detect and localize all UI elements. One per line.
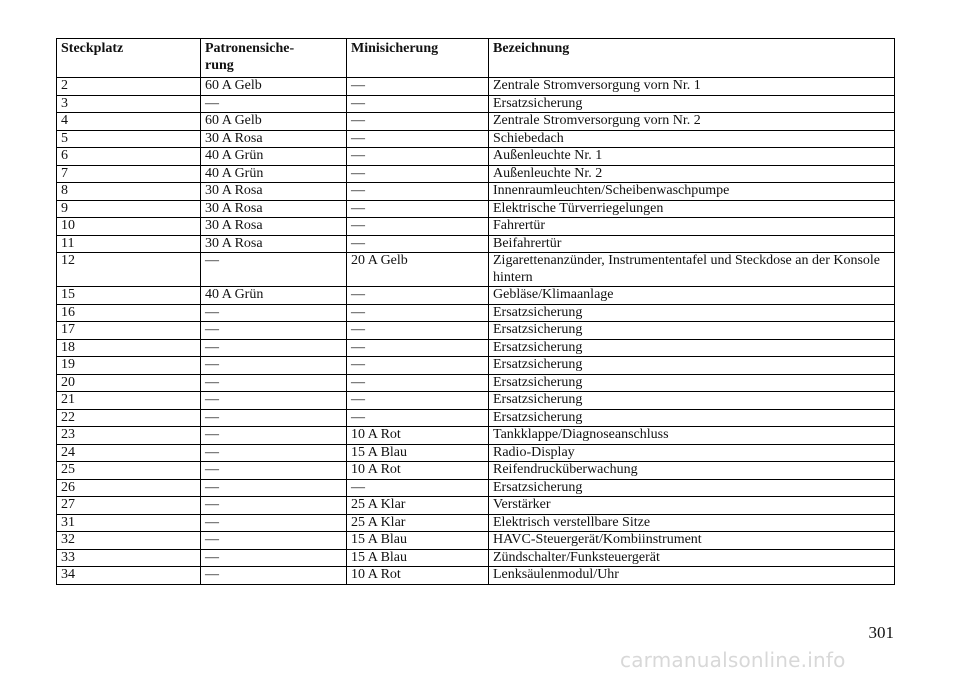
mini-fuse-cell: 15 A Blau — [347, 444, 489, 462]
description-cell: Zentrale Stromversorgung vorn Nr. 2 — [489, 113, 895, 131]
cartridge-fuse-cell: — — [201, 479, 347, 497]
slot-cell: 16 — [57, 304, 201, 322]
slot-cell: 34 — [57, 567, 201, 585]
description-cell: Fahrertür — [489, 218, 895, 236]
slot-cell: 4 — [57, 113, 201, 131]
description-cell: Reifendrucküberwachung — [489, 462, 895, 480]
cartridge-fuse-cell: 30 A Rosa — [201, 200, 347, 218]
table-row — [57, 374, 895, 392]
slot-cell: 3 — [57, 95, 201, 113]
header-minisicherung: Minisicherung — [347, 39, 489, 78]
description-cell: Lenksäulenmodul/Uhr — [489, 567, 895, 585]
mini-fuse-cell: 25 A Klar — [347, 514, 489, 532]
mini-fuse-cell: — — [347, 357, 489, 375]
table-body — [57, 78, 895, 585]
header-steckplatz: Steckplatz — [57, 39, 201, 78]
description-cell: Radio-Display — [489, 444, 895, 462]
description-cell: Verstärker — [489, 497, 895, 515]
mini-fuse-cell: — — [347, 235, 489, 253]
cartridge-fuse-cell: — — [201, 322, 347, 340]
cartridge-fuse-cell: 60 A Gelb — [201, 113, 347, 131]
table-header-row — [57, 39, 895, 78]
watermark-text: carmanualsonline.info — [620, 648, 846, 672]
description-cell: Gebläse/Klimaanlage — [489, 287, 895, 305]
slot-cell: 2 — [57, 78, 201, 96]
slot-cell: 17 — [57, 322, 201, 340]
table-row — [57, 113, 895, 131]
table-row — [57, 444, 895, 462]
mini-fuse-cell: — — [347, 218, 489, 236]
description-cell: Zentrale Stromversorgung vorn Nr. 1 — [489, 78, 895, 96]
table-row — [57, 304, 895, 322]
slot-cell: 9 — [57, 200, 201, 218]
mini-fuse-cell: 10 A Rot — [347, 462, 489, 480]
table-row — [57, 95, 895, 113]
mini-fuse-cell: — — [347, 374, 489, 392]
mini-fuse-cell: 10 A Rot — [347, 427, 489, 445]
mini-fuse-cell: 15 A Blau — [347, 532, 489, 550]
table-row — [57, 130, 895, 148]
table-row — [57, 497, 895, 515]
description-cell: Schiebedach — [489, 130, 895, 148]
slot-cell: 7 — [57, 165, 201, 183]
cartridge-fuse-cell: — — [201, 462, 347, 480]
slot-cell: 8 — [57, 183, 201, 201]
description-cell: Ersatzsicherung — [489, 322, 895, 340]
description-cell: Ersatzsicherung — [489, 95, 895, 113]
slot-cell: 27 — [57, 497, 201, 515]
table-row — [57, 165, 895, 183]
slot-cell: 6 — [57, 148, 201, 166]
description-cell: Elektrische Türverriegelungen — [489, 200, 895, 218]
table-row — [57, 183, 895, 201]
slot-cell: 5 — [57, 130, 201, 148]
mini-fuse-cell: — — [347, 95, 489, 113]
description-cell: Ersatzsicherung — [489, 304, 895, 322]
slot-cell: 18 — [57, 339, 201, 357]
header-patronensicherung: Patronensiche- rung — [201, 39, 347, 78]
cartridge-fuse-cell: 40 A Grün — [201, 148, 347, 166]
description-cell: Zigarettenanzünder, Instrumententafel und Steckdose an der Konsole hintern — [489, 253, 895, 287]
mini-fuse-cell: — — [347, 304, 489, 322]
cartridge-fuse-cell: 30 A Rosa — [201, 183, 347, 201]
cartridge-fuse-cell: — — [201, 444, 347, 462]
mini-fuse-cell: — — [347, 392, 489, 410]
mini-fuse-cell: 25 A Klar — [347, 497, 489, 515]
mini-fuse-cell: — — [347, 130, 489, 148]
description-cell: Ersatzsicherung — [489, 339, 895, 357]
mini-fuse-cell: — — [347, 148, 489, 166]
description-cell: Tankklappe/Diagnoseanschluss — [489, 427, 895, 445]
table-row — [57, 549, 895, 567]
header-bezeichnung: Bezeichnung — [489, 39, 895, 78]
slot-cell: 21 — [57, 392, 201, 410]
cartridge-fuse-cell: — — [201, 532, 347, 550]
cartridge-fuse-cell: 30 A Rosa — [201, 218, 347, 236]
mini-fuse-cell: — — [347, 339, 489, 357]
mini-fuse-cell: — — [347, 287, 489, 305]
description-cell: Elektrisch verstellbare Sitze — [489, 514, 895, 532]
slot-cell: 22 — [57, 409, 201, 427]
slot-cell: 10 — [57, 218, 201, 236]
cartridge-fuse-cell: — — [201, 304, 347, 322]
cartridge-fuse-cell: — — [201, 409, 347, 427]
table-row — [57, 235, 895, 253]
table-row — [57, 514, 895, 532]
cartridge-fuse-cell: — — [201, 253, 347, 287]
cartridge-fuse-cell: — — [201, 514, 347, 532]
cartridge-fuse-cell: — — [201, 549, 347, 567]
slot-cell: 24 — [57, 444, 201, 462]
table-row — [57, 218, 895, 236]
description-cell: HAVC-Steuergerät/Kombiinstrument — [489, 532, 895, 550]
slot-cell: 15 — [57, 287, 201, 305]
slot-cell: 33 — [57, 549, 201, 567]
description-cell: Zündschalter/Funksteuergerät — [489, 549, 895, 567]
cartridge-fuse-cell: — — [201, 427, 347, 445]
mini-fuse-cell: — — [347, 322, 489, 340]
mini-fuse-cell: — — [347, 479, 489, 497]
description-cell: Ersatzsicherung — [489, 409, 895, 427]
table-row — [57, 253, 895, 287]
table-row — [57, 148, 895, 166]
cartridge-fuse-cell: — — [201, 95, 347, 113]
mini-fuse-cell: 20 A Gelb — [347, 253, 489, 287]
cartridge-fuse-cell: — — [201, 392, 347, 410]
table-row — [57, 322, 895, 340]
table-row — [57, 339, 895, 357]
description-cell: Ersatzsicherung — [489, 479, 895, 497]
table-row — [57, 532, 895, 550]
table-row — [57, 427, 895, 445]
description-cell: Außenleuchte Nr. 2 — [489, 165, 895, 183]
slot-cell: 31 — [57, 514, 201, 532]
slot-cell: 11 — [57, 235, 201, 253]
mini-fuse-cell: — — [347, 183, 489, 201]
description-cell: Ersatzsicherung — [489, 374, 895, 392]
table-row — [57, 200, 895, 218]
table-row — [57, 78, 895, 96]
table-row — [57, 462, 895, 480]
description-cell: Ersatzsicherung — [489, 357, 895, 375]
description-cell: Ersatzsicherung — [489, 392, 895, 410]
table-row — [57, 357, 895, 375]
cartridge-fuse-cell: 40 A Grün — [201, 287, 347, 305]
cartridge-fuse-cell: 60 A Gelb — [201, 78, 347, 96]
cartridge-fuse-cell: — — [201, 357, 347, 375]
mini-fuse-cell: 15 A Blau — [347, 549, 489, 567]
slot-cell: 25 — [57, 462, 201, 480]
mini-fuse-cell: — — [347, 78, 489, 96]
slot-cell: 19 — [57, 357, 201, 375]
table-row — [57, 479, 895, 497]
cartridge-fuse-cell: 30 A Rosa — [201, 235, 347, 253]
description-cell: Innenraumleuchten/Scheibenwaschpumpe — [489, 183, 895, 201]
cartridge-fuse-cell: — — [201, 339, 347, 357]
table-row — [57, 392, 895, 410]
mini-fuse-cell: — — [347, 165, 489, 183]
mini-fuse-cell: — — [347, 113, 489, 131]
slot-cell: 26 — [57, 479, 201, 497]
slot-cell: 32 — [57, 532, 201, 550]
cartridge-fuse-cell: — — [201, 497, 347, 515]
cartridge-fuse-cell: 30 A Rosa — [201, 130, 347, 148]
fuse-table — [56, 38, 895, 585]
table-row — [57, 409, 895, 427]
description-cell: Beifahrertür — [489, 235, 895, 253]
mini-fuse-cell: — — [347, 200, 489, 218]
mini-fuse-cell: 10 A Rot — [347, 567, 489, 585]
cartridge-fuse-cell: — — [201, 567, 347, 585]
cartridge-fuse-cell: 40 A Grün — [201, 165, 347, 183]
slot-cell: 20 — [57, 374, 201, 392]
mini-fuse-cell: — — [347, 409, 489, 427]
table-row — [57, 567, 895, 585]
page-number: 301 — [868, 623, 894, 642]
slot-cell: 23 — [57, 427, 201, 445]
table-row — [57, 287, 895, 305]
description-cell: Außenleuchte Nr. 1 — [489, 148, 895, 166]
slot-cell: 12 — [57, 253, 201, 287]
cartridge-fuse-cell: — — [201, 374, 347, 392]
